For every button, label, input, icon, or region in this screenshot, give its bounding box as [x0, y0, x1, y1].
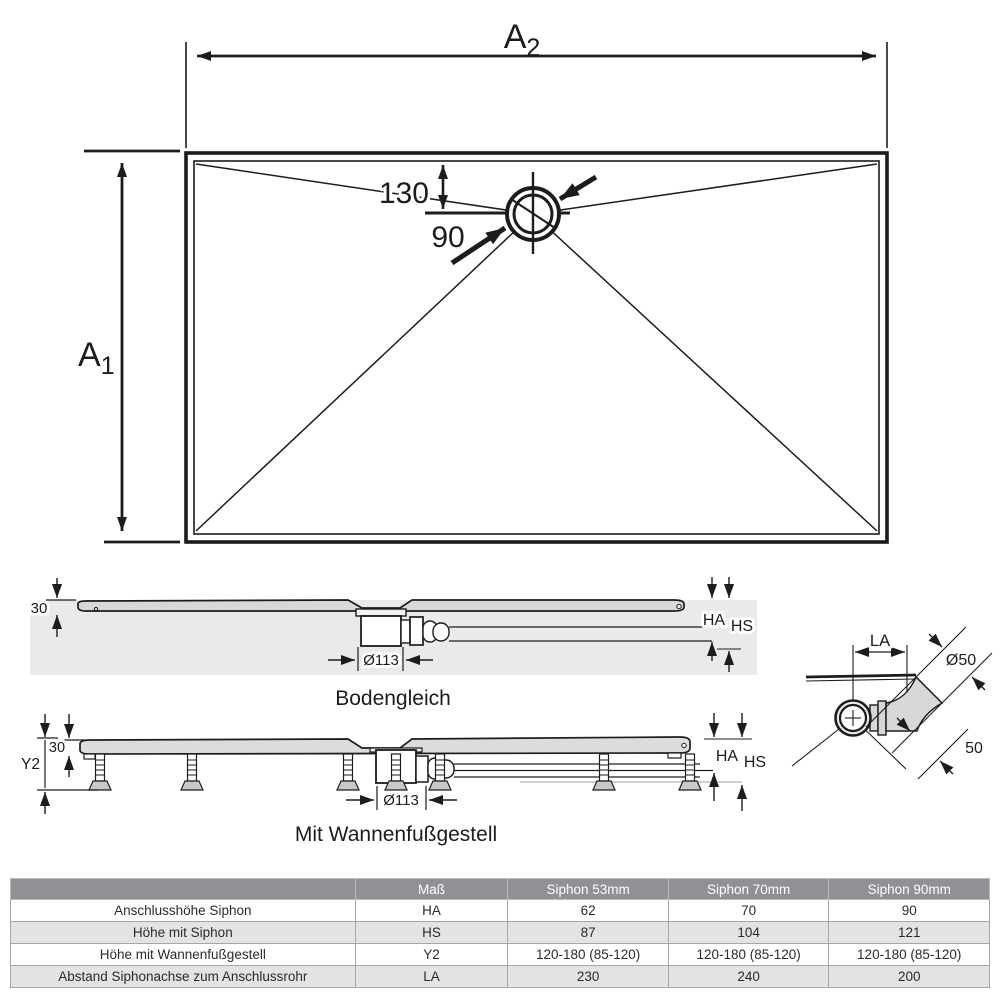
row-code: HS — [355, 922, 508, 944]
row-value: 87 — [508, 922, 669, 944]
header-mass: Maß — [355, 879, 508, 900]
row-code: HA — [355, 900, 508, 922]
row-code: LA — [355, 966, 508, 988]
tray-rim-right — [668, 753, 681, 758]
elbow-coupling-2 — [878, 701, 886, 735]
caption-frame: Mit Wannenfußgestell — [294, 823, 498, 846]
table-header-row — [11, 879, 990, 900]
foot — [679, 754, 701, 790]
row-label: Höhe mit Siphon — [11, 922, 356, 944]
row-value: 230 — [508, 966, 669, 988]
d50-arrow-lower — [972, 677, 985, 690]
d50-arrow-upper — [929, 634, 942, 647]
y2-label: Y2 — [21, 756, 40, 773]
row-value: 121 — [829, 922, 990, 944]
tray-lip-detail-left — [94, 607, 97, 610]
tray-rim-left — [84, 754, 95, 759]
header-siphon-90: Siphon 90mm — [829, 879, 990, 900]
hs-label-frame: HS — [743, 754, 767, 771]
offset-130-label: 130 — [378, 177, 429, 210]
dia-90-label: 90 — [431, 221, 465, 254]
hs-label-flush: HS — [730, 618, 754, 635]
foot — [181, 754, 203, 790]
tray-lip-detail-frame — [682, 743, 686, 747]
d113-label-flush: Ø113 — [363, 652, 399, 669]
row-value: 240 — [668, 966, 829, 988]
table-row — [11, 966, 990, 988]
ha-label-flush: HA — [702, 612, 726, 629]
a2-dimension-label: $A_2$ — [503, 18, 541, 62]
siphon-outlet-flush — [401, 620, 410, 643]
row-value: 62 — [508, 900, 669, 922]
row-value: 120-180 (85-120) — [668, 944, 829, 966]
row-code: Y2 — [355, 944, 508, 966]
siphon-body-flush — [361, 616, 401, 646]
pipe-edge-extension-3 — [918, 729, 968, 779]
pipe-coupling-frame — [416, 756, 428, 782]
row-label: Anschlusshöhe Siphon — [11, 900, 356, 922]
header-siphon-53: Siphon 53mm — [508, 879, 669, 900]
header-siphon-70: Siphon 70mm — [668, 879, 829, 900]
section-flush — [30, 577, 757, 710]
siphon-spec-table — [10, 878, 990, 988]
tray-edge-thick — [806, 675, 916, 677]
section-frame — [21, 713, 766, 846]
la-label: LA — [869, 632, 891, 650]
tray-edge-thin — [806, 679, 916, 681]
tray-lip-detail-right — [677, 604, 681, 608]
detail-view — [792, 627, 992, 779]
caption-flush: Bodengleich — [335, 687, 451, 710]
t30-label-frame: 30 — [48, 740, 66, 756]
n50-arrow-lower — [940, 761, 953, 774]
row-value: 120-180 (85-120) — [508, 944, 669, 966]
n50-label: 50 — [965, 740, 983, 757]
ha-label-frame: HA — [715, 748, 739, 765]
t30-label-flush: 30 — [30, 600, 48, 617]
row-value: 90 — [829, 900, 990, 922]
elbow-pipe — [886, 677, 942, 731]
foot — [337, 754, 359, 790]
d50-label: Ø50 — [945, 652, 977, 669]
pipe-coupling-flush — [410, 617, 423, 645]
row-value: 120-180 (85-120) — [829, 944, 990, 966]
a1-dimension-label: $A_1$ — [78, 336, 115, 380]
d113-label-frame: Ø113 — [383, 792, 419, 809]
table-row — [11, 944, 990, 966]
row-label: Höhe mit Wannenfußgestell — [11, 944, 356, 966]
row-value: 70 — [668, 900, 829, 922]
support-feet — [89, 754, 701, 790]
row-value: 104 — [668, 922, 829, 944]
header-empty — [11, 879, 356, 900]
table-row — [11, 922, 990, 944]
foot — [593, 754, 615, 790]
plan-view — [78, 18, 887, 542]
siphon-flange-flush — [356, 609, 406, 616]
pipe-corrugation-2 — [433, 623, 449, 641]
table-row — [11, 900, 990, 922]
row-value: 200 — [829, 966, 990, 988]
row-label: Abstand Siphonachse zum Anschlussrohr — [11, 966, 356, 988]
